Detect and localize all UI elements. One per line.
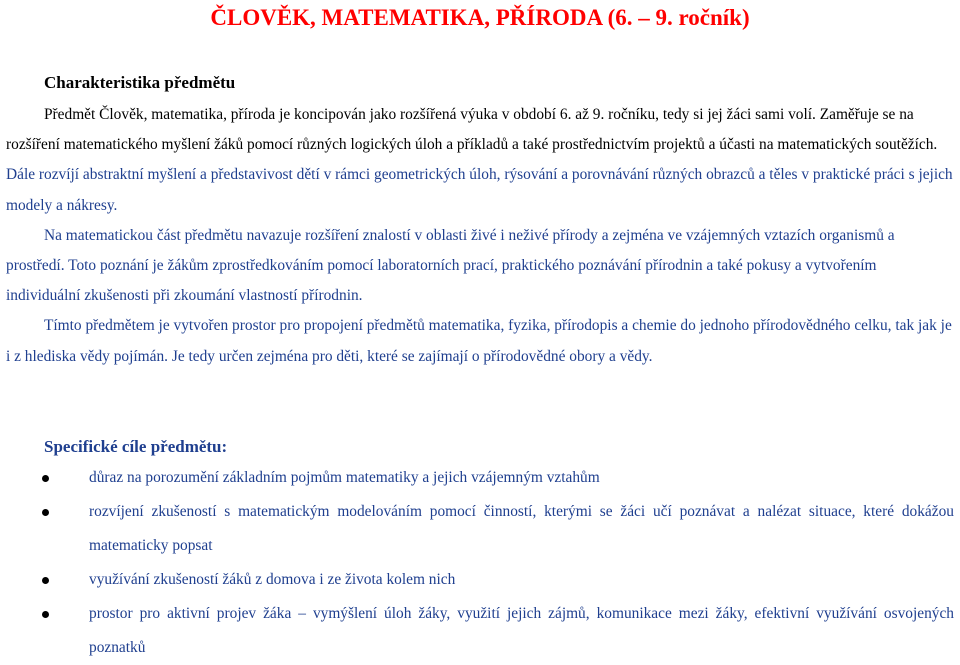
bullet-icon — [42, 475, 49, 482]
bullet-icon — [42, 577, 49, 584]
list-item — [0, 597, 960, 665]
list-item-text: prostor pro aktivní projev žáka – vymýšlení úloh žáky, využití jejich zájmů, komunikace mezi žáky, efektivní využívání osvojených poznatků — [89, 605, 954, 656]
list-item — [0, 461, 960, 495]
paragraph-2: Na matematickou část předmětu navazuje rozšíření znalostí v oblasti živé i neživé přírody a zejména ve vzájemných vztazích organismů a prostředí. Toto poznání je žákům zprostředkováním pomocí laboratorních prací, praktického poznávání přírodnin a také pokusy a vytvořením individuální zkušenosti při zkoumání vlastností přírodnin. — [6, 226, 895, 305]
bullet-icon — [42, 611, 49, 618]
list-item — [0, 495, 960, 563]
paragraph-1-part-2: Dále rozvíjí abstraktní myšlení a představivost dětí v rámci geometrických úloh, rýsování a porovnávání různých obrazců a těles v praktické práci s jejich modely a nákresy. — [6, 166, 953, 214]
list-item — [0, 563, 960, 597]
goals-list — [0, 461, 960, 665]
paragraph-1-part-1: Předmět Člověk, matematika, příroda je koncipován jako rozšířená výuka v období 6. až 9. ročníku, tedy si jej žáci sami volí. Zaměřuje se na rozšíření matematického myšlení žáků pomocí různých logických úloh a příkladů a také prostřednictvím projektů a účasti na matematických soutěžích. — [6, 106, 938, 154]
characteristics-body — [6, 100, 954, 372]
list-item-text: využívání zkušeností žáků z domova i ze života kolem nich — [89, 571, 456, 588]
section-heading-goals: Specifické cíle předmětu: — [44, 437, 228, 456]
section-heading-characteristics: Charakteristika předmětu — [44, 73, 236, 92]
list-item-text: důraz na porozumění základním pojmům matematiky a jejich vzájemným vztahům — [89, 469, 600, 486]
paragraph-3: Tímto předmětem je vytvořen prostor pro propojení předmětů matematika, fyzika, přírodopis a chemie do jednoho přírodovědného celku, tak jak je i z hlediska vědy pojímán. Je tedy určen zejména pro děti, které se zajímají o přírodovědné obory a vědy. — [6, 317, 952, 365]
list-item-text: rozvíjení zkušeností s matematickým modelováním pomocí činností, kterými se žáci učí poznávat a nalézat situace, které dokážou matematicky popsat — [89, 503, 954, 554]
page-title: ČLOVĚK, MATEMATIKA, PŘÍRODA (6. – 9. ročník) — [210, 5, 750, 30]
bullet-icon — [42, 509, 49, 516]
paragraph-1 — [6, 100, 954, 221]
